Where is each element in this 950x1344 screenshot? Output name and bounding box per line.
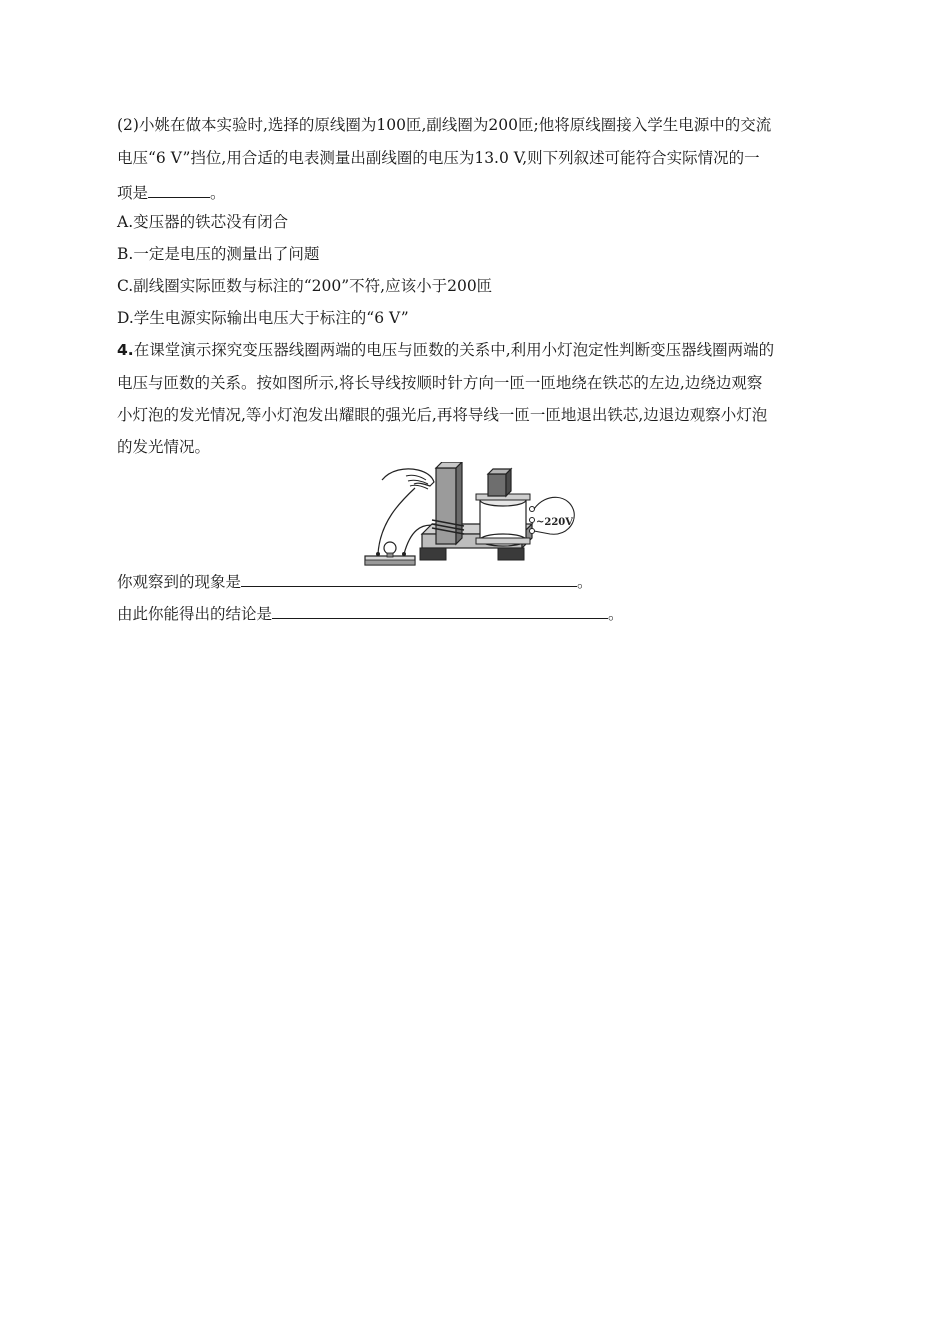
q3-part2-line2: 电压“6 V”挡位,用合适的电表测量出副线圈的电压为13.0 V,则下列叙述可能符合实际情况的一 [117, 149, 760, 167]
terminal-icon [530, 507, 535, 534]
answer1-suffix: 。 [577, 573, 593, 591]
option-c: C.副线圈实际匝数与标注的“200”不符,应该小于200匝 [117, 277, 493, 295]
hand-icon [382, 469, 434, 489]
voltage-label: ~220V [536, 517, 574, 528]
q4-line4: 的发光情况。 [117, 438, 211, 456]
q4-line1-text: 在课堂演示探究变压器线圈两端的电压与匝数的关系中,利用小灯泡定性判断变压器线圈两端的 [133, 341, 775, 359]
transformer-coil [476, 469, 530, 546]
q3-part2-line3-prefix: 项是 [117, 184, 149, 202]
q4-line3: 小灯泡的发光情况,等小灯泡发出耀眼的强光后,再将导线一匝一匝地退出铁芯,边退边观察小灯泡 [117, 406, 768, 424]
iron-core-left [432, 462, 464, 544]
answer1-prefix: 你观察到的现象是 [117, 573, 242, 591]
option-b: B.一定是电压的测量出了问题 [117, 245, 320, 263]
answer-line-phenomenon [117, 570, 593, 592]
answer2-suffix: 。 [608, 605, 624, 623]
transformer-figure [360, 462, 600, 570]
answer-blank-q3[interactable] [148, 181, 210, 198]
lamp-icon [376, 542, 406, 557]
answer-blank-conclusion[interactable] [272, 602, 608, 619]
q3-part2-line3-suffix: 。 [210, 184, 226, 202]
option-d: D.学生电源实际输出电压大于标注的“6 V” [117, 309, 409, 327]
answer2-prefix: 由此你能得出的结论是 [117, 605, 273, 623]
q4-number: 4. [117, 341, 134, 359]
q4-line1 [117, 340, 774, 360]
q4-line2: 电压与匝数的关系。按如图所示,将长导线按顺时针方向一匝一匝地绕在铁芯的左边,边绕边观察 [117, 374, 763, 392]
option-a: A.变压器的铁芯没有闭合 [117, 213, 289, 231]
answer-line-conclusion [117, 602, 624, 624]
q3-part2-line1: (2)小姚在做本实验时,选择的原线圈为100匝,副线圈为200匝;他将原线圈接入学生电源中的交流 [117, 116, 772, 134]
answer-blank-phenomenon[interactable] [241, 570, 577, 587]
q3-part2-line3 [117, 181, 226, 203]
